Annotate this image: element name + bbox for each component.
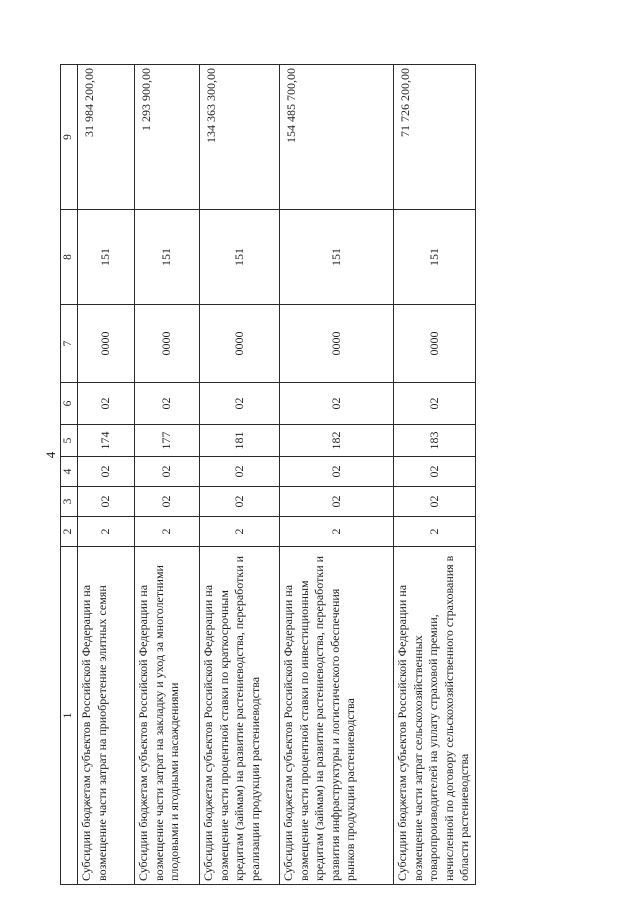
code-cell: 174 [78, 425, 135, 457]
code-cell: 182 [280, 425, 394, 457]
amount-cell: 1 293 900,00 [135, 65, 200, 210]
code-cell: 177 [135, 425, 200, 457]
code-cell: 183 [394, 425, 476, 457]
subsidy-table [60, 64, 476, 885]
document-page [43, 65, 475, 885]
code-cell: 2 [280, 517, 394, 547]
code-cell: 151 [280, 210, 394, 305]
amount-cell: 71 726 200,00 [394, 65, 476, 210]
rotated-content [43, 65, 475, 885]
code-cell: 02 [394, 457, 476, 487]
code-cell: 151 [135, 210, 200, 305]
amount-cell: 31 984 200,00 [78, 65, 135, 210]
code-cell: 2 [394, 517, 476, 547]
col-header-4: 4 [61, 457, 78, 487]
code-cell: 02 [200, 487, 280, 517]
col-header-3: 3 [61, 487, 78, 517]
table-row [135, 65, 200, 885]
code-cell: 151 [394, 210, 476, 305]
code-cell: 02 [135, 487, 200, 517]
code-cell: 2 [78, 517, 135, 547]
table-row [394, 65, 476, 885]
row-name: Субсидии бюджетам субъектов Российской Федерации на возмещение части процентной ставки по краткосрочным кредитам (займам) на развитие растениеводства, переработки и реализации продукции растениеводства [200, 547, 280, 885]
col-header-2: 2 [61, 517, 78, 547]
code-cell: 02 [78, 383, 135, 425]
col-header-1: 1 [61, 547, 78, 885]
page-number: 4 [43, 451, 58, 459]
code-cell: 02 [200, 457, 280, 487]
row-name: Субсидии бюджетам субъектов Российской Федерации на возмещение части процентной ставки по инвестиционным кредитам (займам) на развитие растениеводства, переработки и развития инфраструктуры и логистического обеспечения рынков продукции растениеводства [280, 547, 394, 885]
code-cell: 2 [135, 517, 200, 547]
col-header-7: 7 [61, 305, 78, 383]
amount-cell: 134 363 300,00 [200, 65, 280, 210]
code-cell: 02 [280, 457, 394, 487]
code-cell: 151 [78, 210, 135, 305]
col-header-8: 8 [61, 210, 78, 305]
code-cell: 151 [200, 210, 280, 305]
amount-cell: 154 485 700,00 [280, 65, 394, 210]
code-cell: 02 [78, 457, 135, 487]
code-cell: 02 [394, 487, 476, 517]
code-cell: 0000 [200, 305, 280, 383]
row-name: Субсидии бюджетам субъектов Российской Федерации на возмещение части затрат сельскохозяйственных товаропроизводителей на уплату страховой премии, начисленной по договору сельскохозяйственного страхования в области растениеводства [394, 547, 476, 885]
code-cell: 0000 [78, 305, 135, 383]
code-cell: 02 [280, 487, 394, 517]
row-name: Субсидии бюджетам субъектов Российской Федерации на возмещение части затрат на приобретение элитных семян [78, 547, 135, 885]
col-header-6: 6 [61, 383, 78, 425]
col-header-5: 5 [61, 425, 78, 457]
code-cell: 02 [78, 487, 135, 517]
code-cell: 0000 [280, 305, 394, 383]
code-cell: 0000 [135, 305, 200, 383]
column-number-row [61, 65, 78, 885]
code-cell: 02 [135, 457, 200, 487]
table-row [200, 65, 280, 885]
code-cell: 0000 [394, 305, 476, 383]
code-cell: 02 [135, 383, 200, 425]
code-cell: 02 [280, 383, 394, 425]
row-name: Субсидии бюджетам субъектов Российской Федерации на возмещение части затрат на закладку и уход за многолетними плодовыми и ягодными насаждениями [135, 547, 200, 885]
table-row [78, 65, 135, 885]
code-cell: 181 [200, 425, 280, 457]
code-cell: 02 [200, 383, 280, 425]
col-header-9: 9 [61, 65, 78, 210]
code-cell: 02 [394, 383, 476, 425]
code-cell: 2 [200, 517, 280, 547]
table-row [280, 65, 394, 885]
